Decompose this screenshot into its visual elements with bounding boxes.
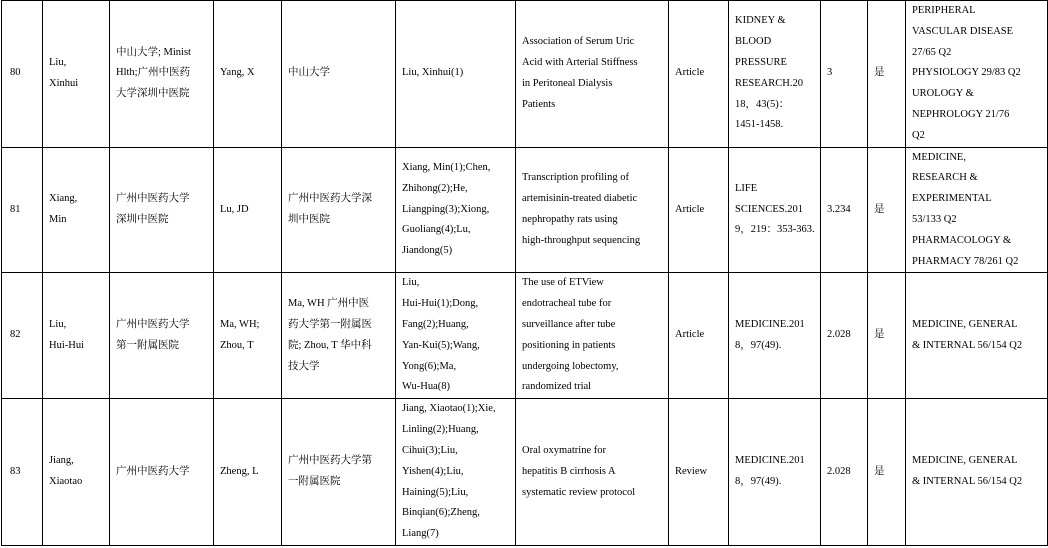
author-list: Xiang, Min(1);Chen, Zhihong(2);He, Liangping(3);Xiong, Guoliang(4);Lu, Jiandong(5) — [396, 147, 516, 273]
first-author: Liu, Hui-Hui — [43, 273, 110, 399]
journal-citation: LIFE SCIENCES.201 9，219：353-363. — [729, 147, 821, 273]
flag-cell: 是 — [868, 1, 906, 148]
first-author-affiliation: 广州中医药大学 — [110, 399, 214, 546]
table-row — [2, 399, 1048, 546]
jcr-category: MEDICINE, GENERAL & INTERNAL 56/154 Q2 — [906, 273, 1048, 399]
table-row — [2, 147, 1048, 273]
jcr-category: MEDICINE, GENERAL & INTERNAL 56/154 Q2 — [906, 399, 1048, 546]
journal-citation: KIDNEY & BLOOD PRESSURE RESEARCH.20 18，43(5)： 1451-1458. — [729, 1, 821, 148]
author-list: Liu, Hui-Hui(1);Dong, Fang(2);Huang, Yan-Kui(5);Wang, Yong(6);Ma, Wu-Hua(8) — [396, 273, 516, 399]
document-type: Review — [669, 399, 729, 546]
table-row — [2, 273, 1048, 399]
impact-factor: 2.028 — [821, 273, 868, 399]
row-number: 83 — [2, 399, 43, 546]
table-row — [2, 1, 1048, 148]
corresponding-affiliation: 中山大学 — [282, 1, 396, 148]
first-author: Liu, Xinhui — [43, 1, 110, 148]
author-list: Jiang, Xiaotao(1);Xie, Linling(2);Huang, Cihui(3);Liu, Yishen(4);Liu, Haining(5);Liu, Binqian(6);Zheng, Liang(7) — [396, 399, 516, 546]
paper-title: Association of Serum Uric Acid with Arterial Stiffness in Peritoneal Dialysis Patients — [516, 1, 669, 148]
flag-cell: 是 — [868, 399, 906, 546]
first-author-affiliation: 中山大学; Minist Hlth;广州中医药 大学深圳中医院 — [110, 1, 214, 148]
flag-cell: 是 — [868, 273, 906, 399]
impact-factor: 3 — [821, 1, 868, 148]
jcr-category: MEDICINE, RESEARCH & EXPERIMENTAL 53/133 Q2 PHARMACOLOGY & PHARMACY 78/261 Q2 — [906, 147, 1048, 273]
corresponding-author: Lu, JD — [214, 147, 282, 273]
first-author: Jiang, Xiaotao — [43, 399, 110, 546]
impact-factor: 2.028 — [821, 399, 868, 546]
paper-title: Transcription profiling of artemisinin-treated diabetic nephropathy rats using high-throughput sequencing — [516, 147, 669, 273]
document-type: Article — [669, 1, 729, 148]
journal-citation: MEDICINE.201 8，97(49). — [729, 273, 821, 399]
corresponding-author: Yang, X — [214, 1, 282, 148]
first-author: Xiang, Min — [43, 147, 110, 273]
author-list: Liu, Xinhui(1) — [396, 1, 516, 148]
paper-title: Oral oxymatrine for hepatitis B cirrhosis A systematic review protocol — [516, 399, 669, 546]
paper-title: The use of ETView endotracheal tube for surveillance after tube positioning in patients undergoing lobectomy, randomized trial — [516, 273, 669, 399]
row-number: 80 — [2, 1, 43, 148]
first-author-affiliation: 广州中医药大学 深圳中医院 — [110, 147, 214, 273]
flag-cell: 是 — [868, 147, 906, 273]
corresponding-affiliation: 广州中医药大学第 一附属医院 — [282, 399, 396, 546]
first-author-affiliation: 广州中医药大学 第一附属医院 — [110, 273, 214, 399]
corresponding-author: Ma, WH; Zhou, T — [214, 273, 282, 399]
jcr-category: PERIPHERAL VASCULAR DISEASE 27/65 Q2 PHYSIOLOGY 29/83 Q2 UROLOGY & NEPHROLOGY 21/76 Q2 — [906, 1, 1048, 148]
row-number: 81 — [2, 147, 43, 273]
publication-table — [1, 0, 1048, 546]
document-type: Article — [669, 273, 729, 399]
journal-citation: MEDICINE.201 8，97(49). — [729, 399, 821, 546]
document-type: Article — [669, 147, 729, 273]
row-number: 82 — [2, 273, 43, 399]
corresponding-affiliation: Ma, WH 广州中医 药大学第一附属医 院; Zhou, T 华中科 技大学 — [282, 273, 396, 399]
corresponding-author: Zheng, L — [214, 399, 282, 546]
corresponding-affiliation: 广州中医药大学深 圳中医院 — [282, 147, 396, 273]
impact-factor: 3.234 — [821, 147, 868, 273]
